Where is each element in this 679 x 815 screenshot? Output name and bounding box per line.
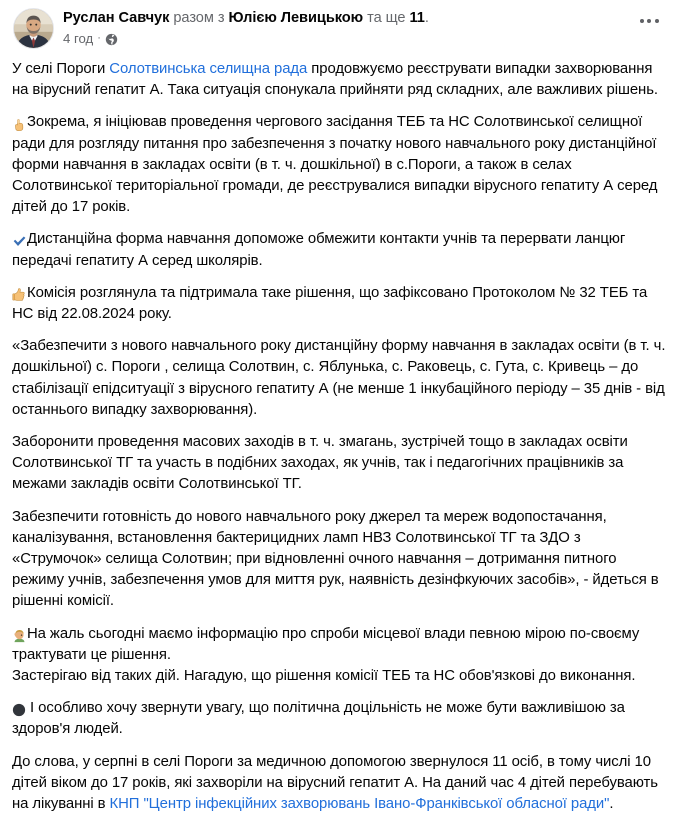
paragraph-text-cont: .	[609, 796, 614, 813]
check-mark-icon	[12, 234, 27, 249]
header-text-block	[63, 8, 667, 47]
paragraph-text: Застерігаю від таких дій. Нагадую, що рішення комісії ТЕБ та НС обов'язкові до виконання.	[12, 668, 636, 685]
post-paragraph	[12, 229, 667, 271]
point-up-icon	[12, 117, 27, 132]
byline-trailing: .	[424, 10, 429, 26]
inline-link-solotvyn-council[interactable]: Солотвинська селищна рада	[109, 61, 308, 77]
post-paragraph	[12, 698, 667, 740]
paragraph-text: Заборонити проведення масових заходів в т. ч. змагань, зустрічей тощо в закладах освіти Солотвинської ТГ та участь в подібних заходах, як учнів, так і педагогічних працівників за межами закладів освіти Солотвинської ТГ.	[12, 434, 628, 493]
paragraph-text: У селі Пороги	[12, 61, 110, 77]
paragraph-text: Забезпечити готовність до нового навчального року джерел та мереж водопостачання, каналізування, встановлення бактерицидних ламп НВЗ Солотвинської ТГ та ЗДО з «Струмочок» селища Солотвин; при відновленні очного навчання – дотримання питного режиму учнів, забезпечення умов для миття рук, наявність дезінфкуючих засобів», - йдеться в рішенні комісії.	[12, 508, 659, 610]
author-name[interactable]: Руслан Савчук	[63, 10, 170, 26]
byline-connector: разом з	[169, 10, 229, 26]
byline-others-prefix: та ще	[363, 10, 410, 26]
ellipsis-dot-2	[647, 19, 651, 23]
post-paragraph	[12, 432, 667, 496]
paragraph-text: Дистанційна форма навчання допоможе обмежити контакти учнів та перервати ланцюг передачі гепатиту А серед школярів.	[12, 231, 626, 269]
paragraph-text-cont: продовжуємо реєструвати випадки захворювання на вірусний гепатит А. Така ситуація спонукала прийняти ряд складних, але важливих рішень.	[12, 61, 658, 99]
paragraph-text: «Забезпечити з нового навчального року дистанційну форму навчання в закладах освіти (в т. ч. дошкільної) с. Пороги , селища Солотвин, с. Яблунька, с. Раковець, с. Гута, с. Кривець – до стабілізації епідситуації з вірусного гепатиту А (не менше 1 інкубаційного періоду – 35 днів - від останнього випадку захворювання).	[12, 338, 666, 418]
inline-link-hospital[interactable]: КНП "Центр інфекційних захворювань Івано-Франківської обласної ради"	[109, 796, 610, 813]
post-body	[0, 53, 679, 815]
post-timestamp[interactable]: 4 год	[63, 31, 94, 46]
black-circle-icon	[12, 703, 26, 718]
post-paragraph	[12, 59, 667, 101]
post-paragraph	[12, 624, 667, 666]
post-paragraph	[12, 336, 667, 421]
paragraph-text: На жаль сьогодні маємо інформацію про спроби місцевої влади певною мірою по-своєму трактувати це рішення.	[12, 625, 640, 663]
globe-icon[interactable]	[105, 33, 118, 46]
meta-separator: ·	[97, 32, 101, 44]
post-paragraph	[12, 283, 667, 325]
byline-others-count[interactable]: 11	[409, 10, 425, 26]
cotagged-name[interactable]: Юлією Левицькою	[228, 10, 364, 26]
post-paragraph	[12, 752, 667, 815]
thumbs-up-icon	[12, 287, 27, 302]
paragraph-text: Комісія розглянула та підтримала таке рішення, що зафіксовано Протоколом № 32 ТЕБ та НС від 22.08.2024 року.	[12, 284, 648, 323]
facepalm-icon	[12, 628, 27, 643]
paragraph-text: І особливо хочу звернути увагу, що політична доцільність не може бути важливішою за здоров'я людей.	[12, 700, 625, 738]
post-meta	[63, 30, 667, 47]
byline	[63, 9, 667, 28]
paragraph-text: До слова, у серпні в селі Пороги за медичною допомогою звернулося 11 осіб, в тому числі 10 дітей віком до 17 років, які захворіли на вірусний гепатит А. На даний час 4 дітей перебувають на лікуванні в	[12, 753, 658, 813]
post-paragraph	[12, 666, 667, 687]
avatar[interactable]	[13, 8, 54, 49]
ellipsis-dot-3	[655, 19, 659, 23]
post-paragraph	[12, 507, 667, 613]
post-options-menu-button[interactable]	[632, 11, 666, 31]
paragraph-text: Зокрема, я ініціював проведення чергового засідання ТЕБ та НС Солотвинської селищної ради для розгляду питання про забезпечення з початку нового навчального року дистанційної форми навчання в закладах освіти (в т. ч. дошкільної) в с.Пороги, а також в селах Солотвинської територіальної громади, де реєструвалися випадки вірусного гепатиту А серед дітей до 17 років.	[12, 114, 658, 216]
post-header	[0, 0, 679, 53]
post-paragraph	[12, 112, 667, 218]
ellipsis-dot-1	[640, 19, 644, 23]
